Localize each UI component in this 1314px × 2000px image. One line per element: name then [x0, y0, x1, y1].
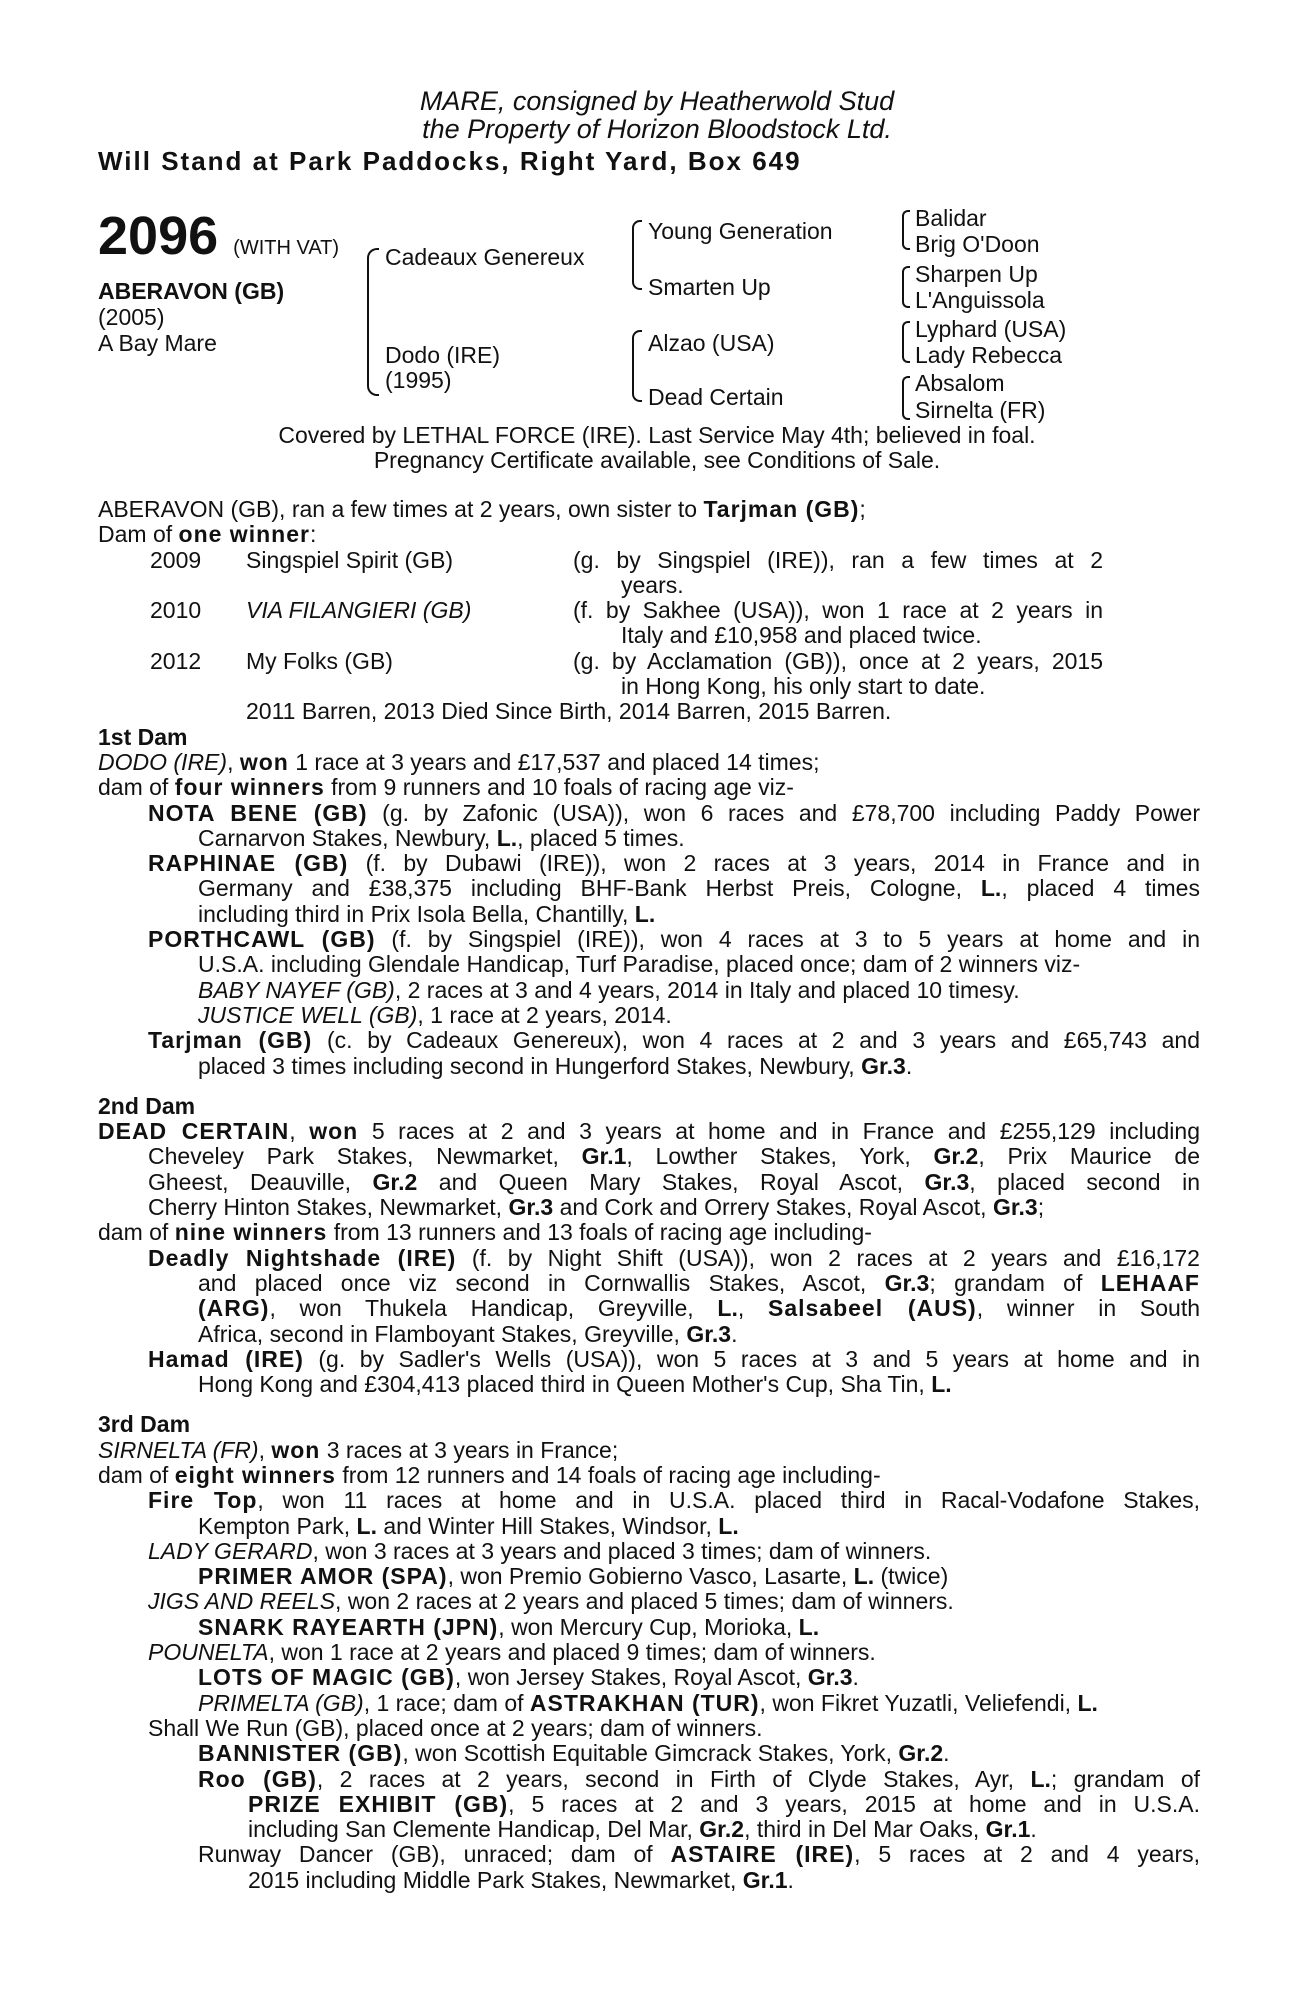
second-dam-line: (ARG), won Thukela Handicap, Greyville, L., Salsabeel (AUS), winner in South [198, 1295, 1201, 1322]
consignor-line: MARE, consigned by Heatherwold Stud [419, 86, 895, 116]
second-dam-line: Africa, second in Flamboyant Stakes, Greyville, Gr.3. [198, 1320, 738, 1347]
third-dam-line: SNARK RAYEARTH (JPN), won Mercury Cup, Morioka, L. [198, 1613, 820, 1640]
second-dam-line: Gheest, Deauville, Gr.2 and Queen Mary Stakes, Royal Ascot, Gr.3, placed second in [148, 1168, 1200, 1195]
third-dam-line: Roo (GB), 2 races at 2 years, second in Firth of Clyde Stakes, Ayr, L.; grandam of [198, 1765, 1200, 1792]
pedigree-sd: Smarten Up [648, 274, 771, 300]
third-dam-line: POUNELTA, won 1 race at 2 years and placed 9 times; dam of winners. [148, 1639, 876, 1666]
progeny-row-cont: years. [621, 571, 684, 598]
pedigree-dds: Absalom [915, 370, 1005, 396]
pedigree-bracket-dd [902, 376, 910, 420]
third-dam-line: JIGS AND REELS, won 2 races at 2 years and placed 5 times; dam of winners. [148, 1588, 954, 1615]
third-dam-line: Shall We Run (GB), placed once at 2 years; dam of winners. [148, 1714, 763, 1741]
second-dam-heading: 2nd Dam [98, 1092, 196, 1119]
pedigree-bracket-sd [902, 266, 910, 308]
second-dam-line: dam of nine winners from 13 runners and 13 foals of racing age including- [98, 1219, 872, 1246]
intro-line-2: Dam of one winner: [98, 521, 317, 548]
second-dam-line: Cherry Hinton Stakes, Newmarket, Gr.3 and Cork and Orrery Stakes, Royal Ascot, Gr.3; [148, 1194, 1045, 1221]
first-dam-line: RAPHINAE (GB) (f. by Dubawi (IRE)), won 2 races at 3 years, 2014 in France and in [148, 850, 1200, 877]
third-dam-line: 2015 including Middle Park Stakes, Newmarket, Gr.1. [248, 1866, 794, 1893]
second-dam-line: Hamad (IRE) (g. by Sadler's Wells (USA)), won 5 races at 3 and 5 years at home and in [148, 1345, 1200, 1372]
pedigree-ds: Alzao (USA) [648, 330, 775, 356]
third-dam-line: BANNISTER (GB), won Scottish Equitable Gimcrack Stakes, York, Gr.2. [198, 1740, 950, 1767]
third-dam-line: LOTS OF MAGIC (GB), won Jersey Stakes, Royal Ascot, Gr.3. [198, 1664, 859, 1691]
second-dam-line: Deadly Nightshade (IRE) (f. by Night Shift (USA)), won 2 races at 2 years and £16,172 [148, 1244, 1200, 1271]
third-dam-line: including San Clemente Handicap, Del Mar, Gr.2, third in Del Mar Oaks, Gr.1. [248, 1816, 1037, 1843]
progeny-row-cont: Italy and £10,958 and placed twice. [621, 622, 982, 649]
pedigree-sire: Cadeaux Genereux [385, 244, 585, 270]
lot-number: 2096 (WITH VAT) [98, 206, 340, 266]
first-dam-line: NOTA BENE (GB) (g. by Zafonic (USA)), won 6 races and £78,700 including Paddy Power [148, 799, 1200, 826]
pedigree-dam: Dodo (IRE) [385, 342, 501, 368]
covered-line: Covered by LETHAL FORCE (IRE). Last Service May 4th; believed in foal. [278, 422, 1036, 448]
third-dam-line: LADY GERARD, won 3 races at 3 years and placed 3 times; dam of winners. [148, 1537, 932, 1564]
pedigree-sss: Balidar [915, 205, 987, 231]
second-dam-line: Cheveley Park Stakes, Newmarket, Gr.1, Lowther Stakes, York, Gr.2, Prix Maurice de [148, 1143, 1200, 1170]
pregnancy-line: Pregnancy Certificate available, see Conditions of Sale. [373, 447, 941, 473]
pedigree-sds: Sharpen Up [915, 261, 1038, 287]
first-dam-heading: 1st Dam [98, 723, 188, 750]
third-dam-line: dam of eight winners from 12 runners and 14 foals of racing age including- [98, 1461, 881, 1488]
horse-year: (2005) [98, 304, 165, 330]
progeny-row: 2012 My Folks (GB) (g. by Acclamation (GB)), once at 2 years, 2015 [150, 647, 1103, 674]
second-dam-line: Hong Kong and £304,413 placed third in Queen Mother's Cup, Sha Tin, L. [198, 1371, 952, 1398]
catalogue-body [98, 497, 1200, 1893]
pedigree-bracket-ss [902, 210, 910, 250]
second-dam-line: DEAD CERTAIN, won 5 races at 2 and 3 years at home and in France and £255,129 including [98, 1118, 1200, 1145]
progeny-row-cont: in Hong Kong, his only start to date. [621, 673, 986, 700]
third-dam-line: Runway Dancer (GB), unraced; dam of ASTAIRE (IRE), 5 races at 2 and 4 years, [198, 1841, 1201, 1868]
first-dam-line: Tarjman (GB) (c. by Cadeaux Genereux), won 4 races at 2 and 3 years and £65,743 and [148, 1027, 1201, 1054]
location-line: Will Stand at Park Paddocks, Right Yard, Box 649 [98, 146, 802, 176]
progeny-row: 2009 Singspiel Spirit (GB) (g. by Singspiel (IRE)), ran a few times at 2 [150, 546, 1103, 573]
first-dam-line: BABY NAYEF (GB), 2 races at 3 and 4 years, 2014 in Italy and placed 10 timesy. [198, 976, 1020, 1003]
pedigree-ssd: Brig O'Doon [915, 231, 1040, 257]
first-dam-line: PORTHCAWL (GB) (f. by Singspiel (IRE)), won 4 races at 3 to 5 years at home and in [148, 926, 1200, 953]
first-dam-line: DODO (IRE), won 1 race at 3 years and £17,537 and placed 14 times; [98, 748, 820, 775]
first-dam-line: JUSTICE WELL (GB), 1 race at 2 years, 2014. [198, 1001, 672, 1028]
property-line: the Property of Horizon Bloodstock Ltd. [422, 114, 892, 144]
pedigree-sdd: L'Anguissola [915, 287, 1045, 313]
pedigree-dsd: Lady Rebecca [915, 342, 1063, 368]
pedigree-ddd: Sirnelta (FR) [915, 397, 1046, 423]
third-dam-heading: 3rd Dam [98, 1411, 191, 1438]
first-dam-line: U.S.A. including Glendale Handicap, Turf Paradise, placed once; dam of 2 winners viz- [198, 951, 1081, 978]
pedigree-dam-year: (1995) [385, 367, 452, 393]
pedigree-bracket-ds [902, 321, 910, 363]
horse-description: A Bay Mare [98, 330, 217, 356]
barren-line: 2011 Barren, 2013 Died Since Birth, 2014 Barren, 2015 Barren. [246, 698, 892, 725]
third-dam-line: PRIMELTA (GB), 1 race; dam of ASTRAKHAN (TUR), won Fikret Yuzatli, Veliefendi, L. [198, 1689, 1098, 1716]
pedigree-bracket-main [367, 248, 379, 396]
vat-label: (WITH VAT) [233, 237, 340, 259]
first-dam-line: Carnarvon Stakes, Newbury, L., placed 5 times. [198, 824, 685, 851]
pedigree-bracket-dam [632, 330, 642, 402]
third-dam-line: Fire Top, won 11 races at home and in U.S.A. placed third in Racal-Vodafone Stakes, [148, 1487, 1200, 1514]
pedigree-bracket-sire [632, 220, 642, 290]
first-dam-line: placed 3 times including second in Hungerford Stakes, Newbury, Gr.3. [198, 1052, 913, 1079]
first-dam-line: including third in Prix Isola Bella, Chantilly, L. [198, 900, 656, 927]
intro-line-1: ABERAVON (GB), ran a few times at 2 years, own sister to Tarjman (GB); [98, 496, 866, 522]
first-dam-line: dam of four winners from 9 runners and 10 foals of racing age viz- [98, 774, 794, 801]
second-dam-line: and placed once viz second in Cornwallis Stakes, Ascot, Gr.3; grandam of LEHAAF [198, 1269, 1200, 1296]
progeny-row: 2010 VIA FILANGIERI (GB) (f. by Sakhee (USA)), won 1 race at 2 years in [150, 597, 1103, 624]
third-dam-line: SIRNELTA (FR), won 3 races at 3 years in France; [98, 1436, 619, 1463]
third-dam-line: PRIMER AMOR (SPA), won Premio Gobierno Vasco, Lasarte, L. (twice) [198, 1563, 949, 1590]
third-dam-line: PRIZE EXHIBIT (GB), 5 races at 2 and 3 years, 2015 at home and in U.S.A. [248, 1790, 1201, 1817]
horse-name: ABERAVON (GB) [98, 278, 285, 304]
pedigree-dd: Dead Certain [648, 384, 784, 410]
third-dam-line: Kempton Park, L. and Winter Hill Stakes, Windsor, L. [198, 1512, 739, 1539]
pedigree-dss: Lyphard (USA) [915, 316, 1067, 342]
first-dam-line: Germany and £38,375 including BHF-Bank Herbst Preis, Cologne, L., placed 4 times [198, 875, 1200, 902]
pedigree-ss: Young Generation [648, 218, 833, 244]
